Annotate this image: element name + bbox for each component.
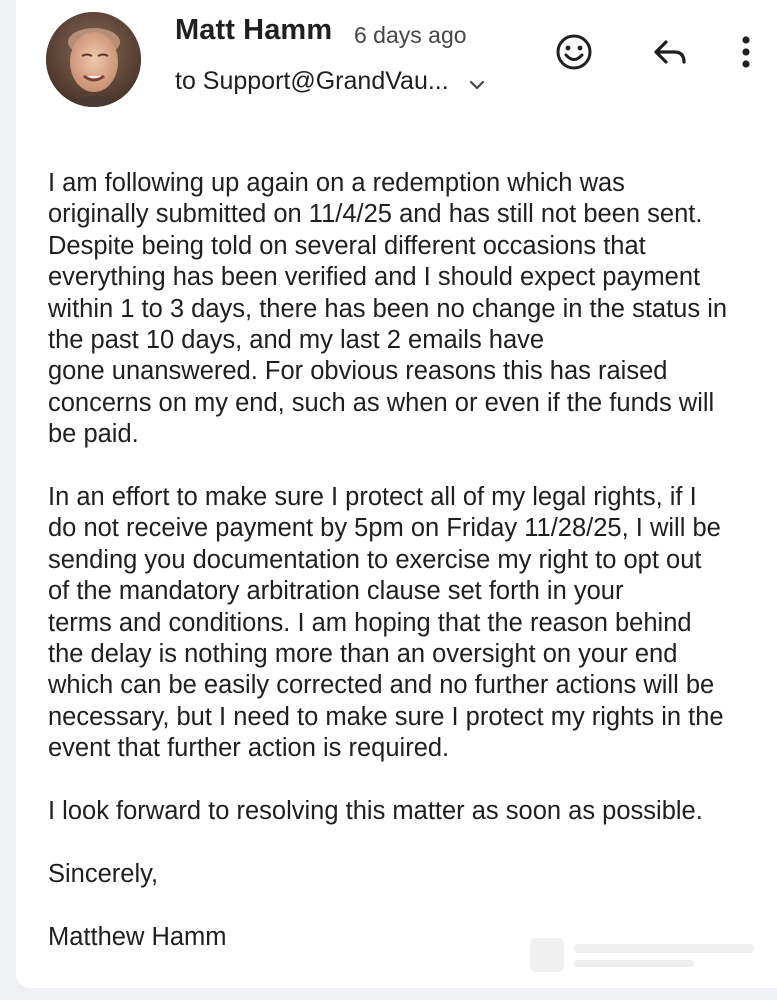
message-closing: Sincerely,: [48, 859, 159, 888]
email-message-card: [16, 0, 777, 988]
add-reaction-button[interactable]: [550, 30, 598, 78]
sender-avatar[interactable]: [46, 12, 141, 107]
more-vertical-icon: [740, 32, 752, 77]
reply-icon: [650, 32, 690, 77]
sender-name[interactable]: Matt Hamm: [175, 14, 333, 46]
more-options-button[interactable]: [726, 30, 766, 78]
message-signature: Matthew Hamm: [48, 922, 227, 951]
message-paragraph: I am following up again on a redemption which was originally submitted on 11/4/25 and has still not been sent. Despite being told on several different occasions that everything has been verified and I should expect payment within 1 to 3 days, there has been no change in the status in the past 10 days, and my last 2 emails have gone unanswered. For obvious reasons this has raised concerns on my end, such as when or even if the funds will be paid.: [48, 169, 728, 449]
avatar-photo-icon: [46, 12, 141, 107]
watermark-logo: [526, 930, 766, 980]
message-paragraph: I look forward to resolving this matter as soon as possible.: [48, 797, 703, 826]
message-timestamp: 6 days ago: [354, 22, 467, 48]
message-body: [48, 168, 768, 953]
chevron-down-icon: [469, 68, 485, 97]
recipient-details-toggle[interactable]: [175, 66, 485, 97]
emoji-reaction-icon: [554, 32, 594, 77]
bottom-edge: [0, 988, 777, 1000]
message-paragraph: In an effort to make sure I protect all of my legal rights, if I do not receive payment by 5pm on Friday 11/28/25, I will be sending you documentation to exercise my right to opt out of the mandatory arbitration clause set forth in your terms and conditions. I am hoping that the reason behind the delay is nothing more than an oversight on your end which can be easily corrected and no further actions will be necessary, but I need to make sure I protect my rights in the event that further action is required.: [48, 483, 724, 763]
reply-button[interactable]: [646, 30, 694, 78]
recipient-text: to Support@GrandVau...: [175, 67, 449, 95]
